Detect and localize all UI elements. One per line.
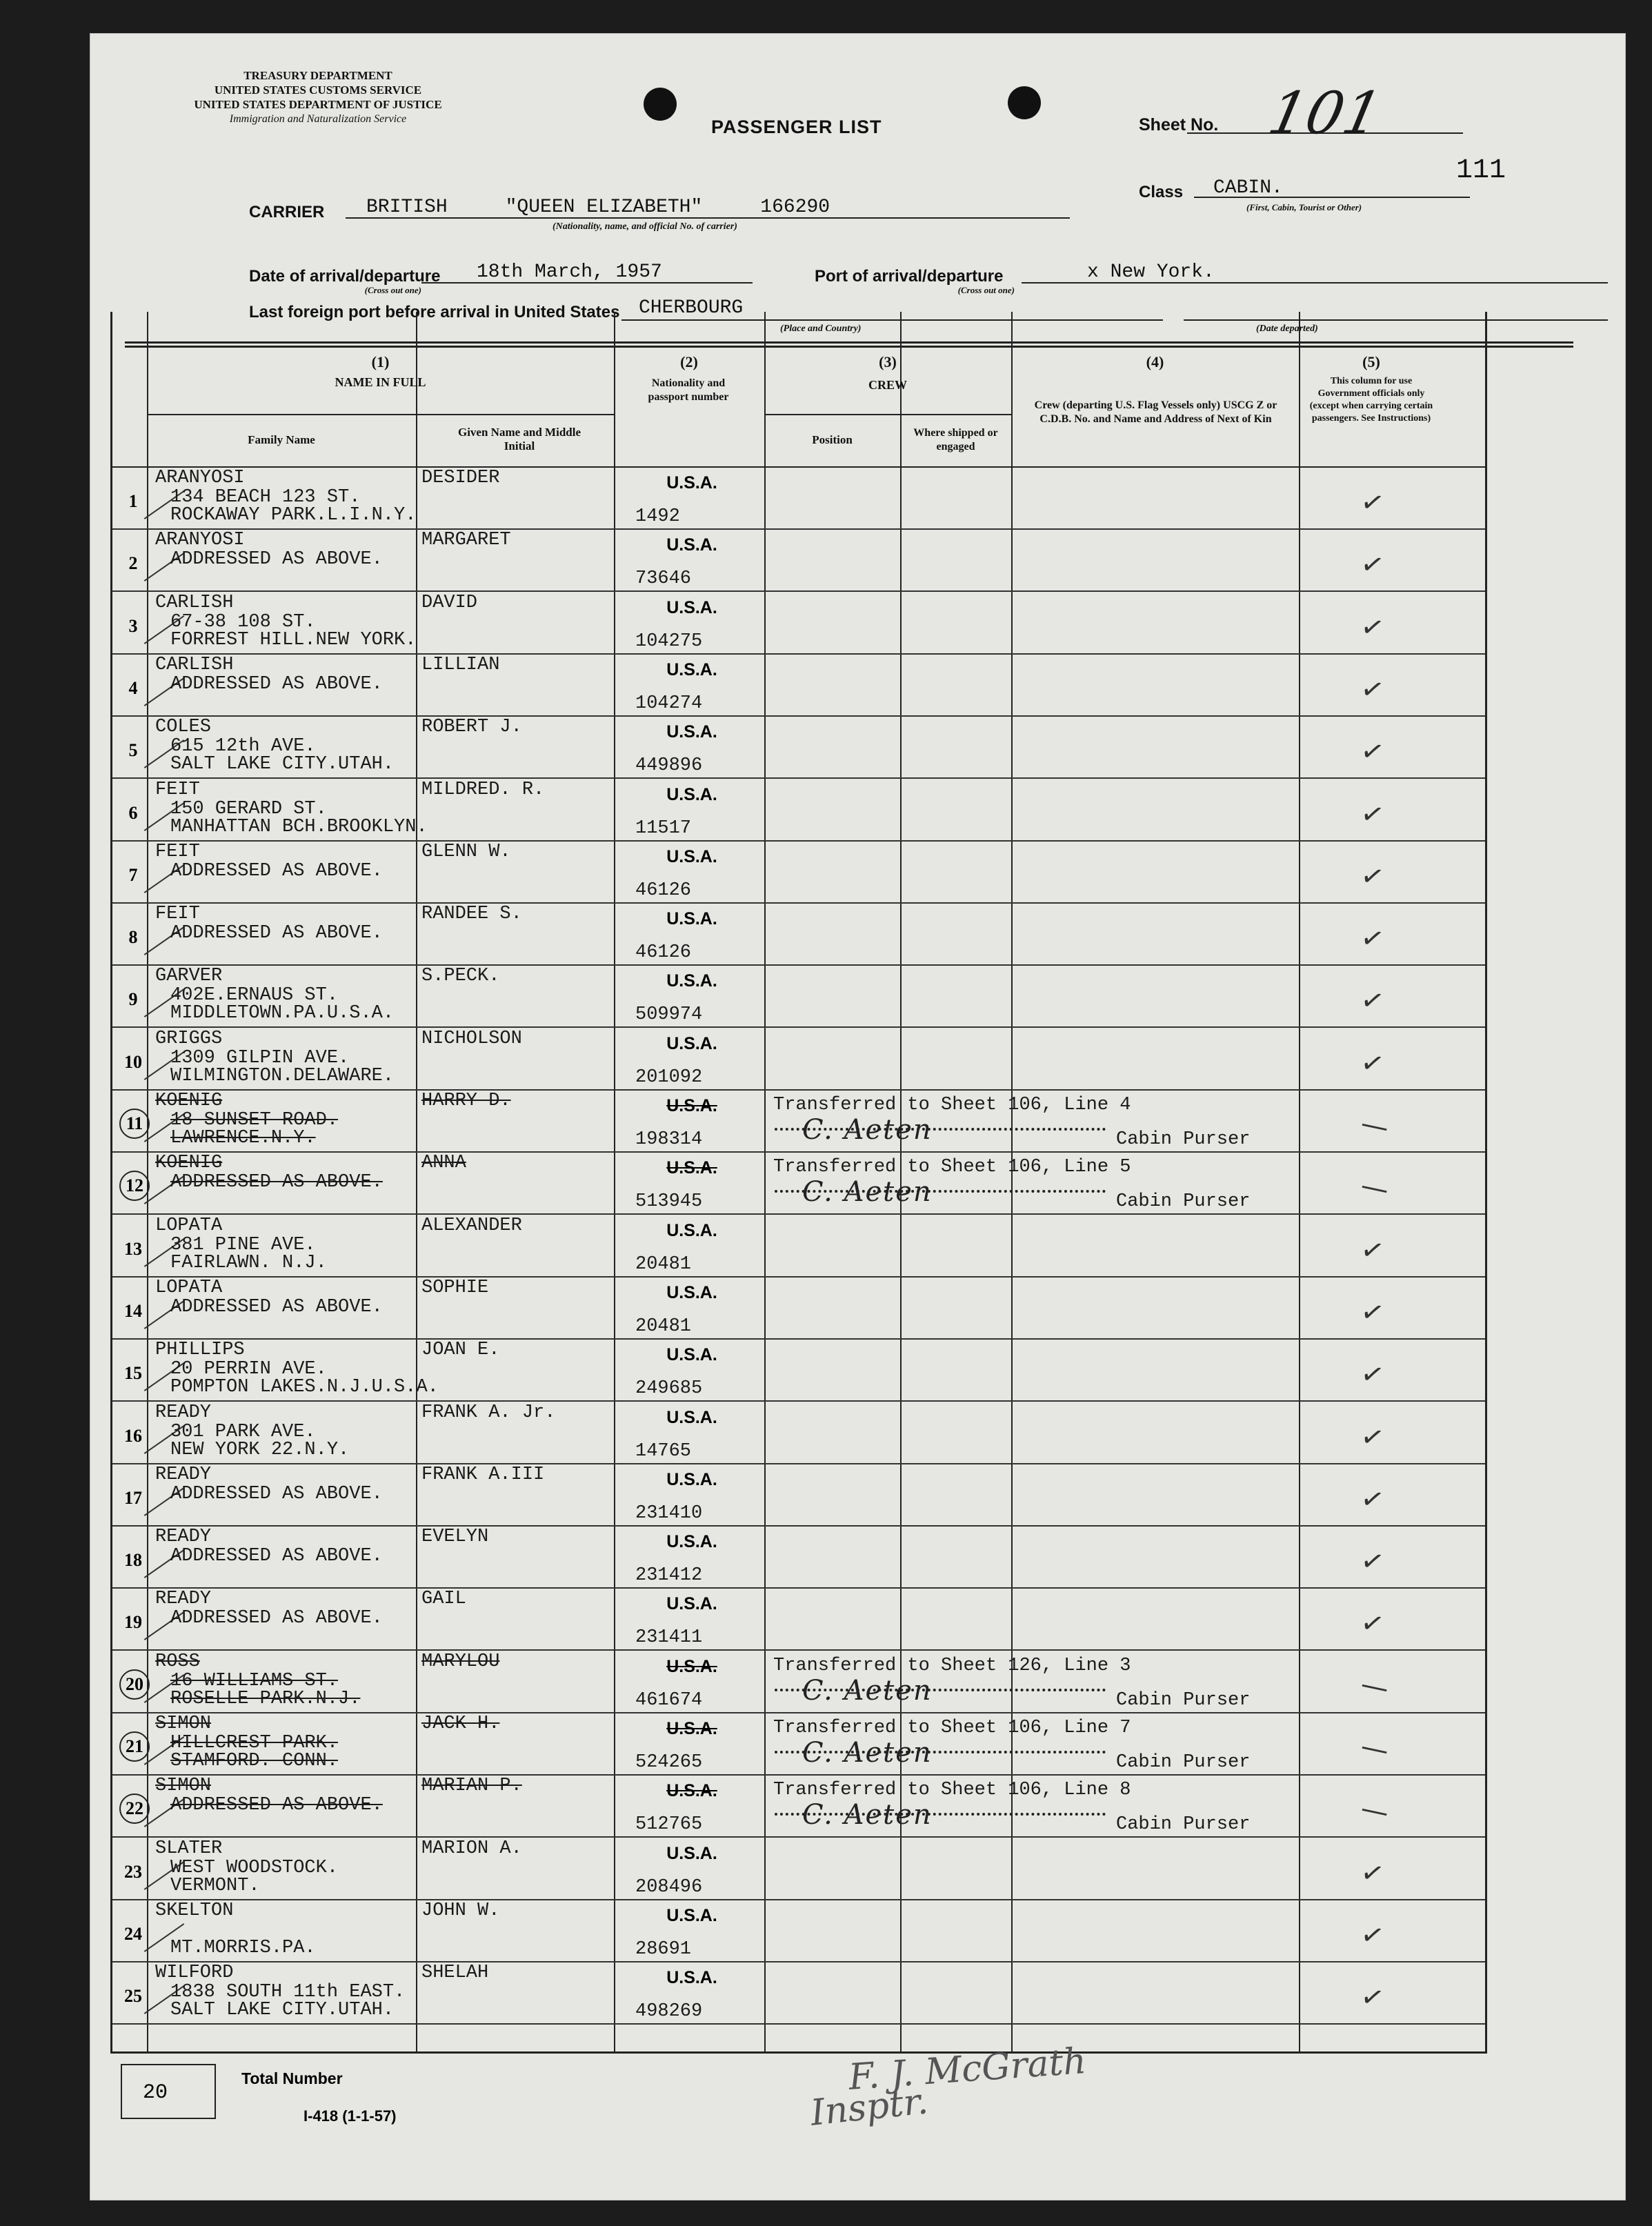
address-line-1: 615 12th AVE.: [170, 736, 316, 757]
checkmark-icon: ✓: [1357, 734, 1387, 771]
family-name: KOENIG: [155, 1153, 223, 1174]
given-name: DESIDER: [421, 468, 500, 488]
passport-number: 449896: [635, 755, 703, 777]
line-number: 23: [124, 1861, 142, 1882]
address-line-1: ADDRESSED AS ABOVE.: [170, 1546, 383, 1567]
passport-number: 512765: [635, 1814, 703, 1836]
nationality: U.S.A.: [666, 846, 717, 866]
table-row: [112, 778, 1485, 842]
nationality: U.S.A.: [666, 1407, 717, 1427]
crew-header: CREW: [868, 378, 907, 392]
given-name: MARIAN P.: [421, 1776, 522, 1797]
transfer-note: Transferred to Sheet 106, Line 8: [773, 1780, 1131, 1801]
given-name: MARION A.: [421, 1838, 522, 1859]
struck-mark-icon: —: [1357, 1169, 1392, 1206]
carrier-value: BRITISH "QUEEN ELIZABETH" 166290: [366, 197, 830, 218]
table-row: [112, 1463, 1485, 1527]
checkmark-icon: ✓: [1357, 547, 1387, 584]
sheet-label: Sheet No.: [1139, 115, 1219, 135]
line-number: 4: [128, 677, 138, 698]
address-line-1: 381 PINE AVE.: [170, 1234, 316, 1255]
nationality: U.S.A.: [666, 1158, 717, 1178]
address-line-2: STAMFORD. CONN.: [170, 1751, 339, 1771]
nationality: U.S.A.: [666, 1719, 717, 1738]
passport-number: 1492: [635, 506, 680, 527]
checkmark-icon: ✓: [1357, 609, 1387, 646]
given-name: GLENN W.: [421, 841, 511, 862]
nationality-header: Nationality and passport number: [648, 377, 729, 403]
family-name: ROSS: [155, 1651, 200, 1672]
table-row: [112, 466, 1485, 530]
given-name: S.PECK.: [421, 966, 500, 987]
given-name: MARYLOU: [421, 1651, 500, 1672]
address-line-1: 67-38 108 ST.: [170, 611, 316, 633]
class-note: (First, Cabin, Tourist or Other): [1246, 202, 1362, 212]
checkmark-icon: ✓: [1357, 1544, 1387, 1580]
address-line-1: ADDRESSED AS ABOVE.: [170, 860, 383, 882]
line-number: 19: [124, 1612, 142, 1633]
crew-us-header: Crew (departing U.S. Flag Vessels only) USCG Z or C.D.B. No. and Name and Address of Next of Kin: [1034, 399, 1277, 425]
nationality: U.S.A.: [666, 971, 717, 991]
port-value: x New York.: [1087, 261, 1215, 283]
table-row: [112, 1401, 1485, 1464]
col-4-number: (4): [1146, 353, 1164, 370]
header-divider: [147, 414, 614, 415]
nationality: U.S.A.: [666, 1968, 717, 1988]
line-number: 8: [128, 927, 138, 948]
line-number: 3: [128, 615, 138, 636]
date-departed-note: (Date departed): [1256, 324, 1318, 334]
checkmark-icon: ✓: [1357, 1357, 1387, 1393]
nationality: U.S.A.: [666, 784, 717, 804]
line-number: 22: [119, 1793, 150, 1824]
nationality: U.S.A.: [666, 535, 717, 555]
address-line-1: 1838 SOUTH 11th EAST.: [170, 1982, 406, 2003]
family-name: FEIT: [155, 904, 200, 925]
address-line-1: ADDRESSED AS ABOVE.: [170, 1172, 383, 1193]
given-name: ALEXANDER: [421, 1215, 522, 1236]
table-row: [112, 840, 1485, 904]
punch-hole: [644, 88, 677, 121]
address-line-1: 16 WILLIAMS ST.: [170, 1670, 339, 1691]
address-line-2: MT.MORRIS.PA.: [170, 1937, 316, 1958]
agency-line: UNITED STATES CUSTOMS SERVICE: [214, 83, 422, 97]
table-row: [112, 1027, 1485, 1091]
address-line-1: ADDRESSED AS ABOVE.: [170, 1608, 383, 1629]
table-row: [112, 1276, 1485, 1340]
table-row: [112, 653, 1485, 717]
agency-line: TREASURY DEPARTMENT: [243, 69, 392, 82]
passport-number: 198314: [635, 1129, 703, 1150]
checkmark-icon: ✓: [1357, 1606, 1387, 1642]
officer-signature-line2: Insptr.: [808, 2080, 931, 2134]
checkmark-icon: ✓: [1357, 1232, 1387, 1269]
purser-title: Cabin Purser: [1116, 1129, 1251, 1150]
class-line: [1194, 197, 1470, 198]
passport-number: 509974: [635, 1004, 703, 1026]
given-name: FRANK A. Jr.: [421, 1402, 556, 1423]
passport-number: 498269: [635, 2001, 703, 2023]
col-2-number: (2): [680, 353, 698, 370]
family-name: KOENIG: [155, 1091, 223, 1111]
given-name: MILDRED. R.: [421, 779, 545, 800]
nationality: U.S.A.: [666, 909, 717, 929]
officer-signature: F. J. McGrath: [847, 2040, 1088, 2098]
passport-number: 11517: [635, 817, 692, 839]
carrier-label: CARRIER: [249, 203, 325, 221]
family-name: READY: [155, 1402, 212, 1423]
line-number: 20: [119, 1669, 150, 1700]
checkmark-icon: ✓: [1357, 1855, 1387, 1891]
address-line-2: MANHATTAN BCH.BROOKLYN.: [170, 816, 428, 837]
address-line-1: 1309 GILPIN AVE.: [170, 1047, 350, 1069]
nationality: U.S.A.: [666, 1905, 717, 1925]
table-row: [112, 1961, 1485, 2025]
family-name: SLATER: [155, 1838, 223, 1859]
port-label: Port of arrival/departure: [815, 267, 1004, 286]
gov-col-header: This column for use Government officials only (except when carrying certain passengers. See Instructions): [1309, 376, 1433, 424]
checkmark-icon: ✓: [1357, 796, 1387, 833]
nationality: U.S.A.: [666, 1843, 717, 1863]
table-row: [112, 1338, 1485, 1402]
nationality: U.S.A.: [666, 722, 717, 742]
transfer-note: Transferred to Sheet 106, Line 5: [773, 1157, 1131, 1178]
line-number: 13: [124, 1238, 142, 1259]
passport-number: 46126: [635, 880, 692, 901]
given-name: JOAN E.: [421, 1340, 500, 1361]
given-name: NICHOLSON: [421, 1028, 522, 1049]
address-line-1: 150 GERARD ST.: [170, 798, 327, 819]
name-in-full-header: NAME IN FULL: [335, 375, 426, 389]
checkmark-icon: ✓: [1357, 1917, 1387, 1954]
class-value: CABIN.: [1213, 177, 1283, 199]
given-name: EVELYN: [421, 1527, 489, 1548]
line-number: 17: [124, 1487, 142, 1508]
line-number: 16: [124, 1425, 142, 1446]
last-port-label: Last foreign port before arrival in United States: [249, 303, 620, 321]
address-line-1: 301 PARK AVE.: [170, 1421, 316, 1442]
given-name: FRANK A.III: [421, 1464, 545, 1485]
checkmark-icon: ✓: [1357, 921, 1387, 957]
table-row: [112, 1712, 1485, 1776]
address-line-2: VERMONT.: [170, 1875, 260, 1896]
table-row: [112, 528, 1485, 592]
table-row: [112, 1151, 1485, 1215]
nationality: U.S.A.: [666, 1096, 717, 1115]
passport-number: 28691: [635, 1938, 692, 1960]
table-row: [112, 1089, 1485, 1153]
purser-signature: C. Aeten: [802, 1674, 933, 1707]
address-line-2: FORREST HILL.NEW YORK.: [170, 629, 417, 650]
nationality: U.S.A.: [666, 1532, 717, 1552]
passport-number: 513945: [635, 1191, 703, 1213]
nationality: U.S.A.: [666, 1656, 717, 1676]
nationality: U.S.A.: [666, 1781, 717, 1801]
purser-signature: C. Aeten: [802, 1114, 933, 1146]
family-name: PHILLIPS: [155, 1340, 245, 1361]
checkmark-icon: ✓: [1357, 1980, 1387, 2016]
address-line-2: ROSELLE PARK.N.J.: [170, 1688, 361, 1709]
family-name: ARANYOSI: [155, 530, 245, 551]
family-name: WILFORD: [155, 1962, 234, 1984]
where-shipped-header: Where shipped or engaged: [913, 427, 998, 453]
passport-number: 231411: [635, 1627, 703, 1649]
table-row: [112, 1899, 1485, 1962]
family-name: FEIT: [155, 779, 200, 800]
passport-number: 231410: [635, 1502, 703, 1524]
page-title: PASSENGER LIST: [711, 117, 882, 137]
passport-number: 73646: [635, 568, 692, 590]
struck-mark-icon: —: [1357, 1107, 1392, 1144]
place-note: (Place and Country): [780, 324, 862, 334]
family-name: LOPATA: [155, 1277, 223, 1298]
date-label: Date of arrival/departure: [249, 267, 441, 286]
given-name: JOHN W.: [421, 1900, 500, 1921]
line-number: 15: [124, 1363, 142, 1384]
family-name: ARANYOSI: [155, 468, 245, 488]
port-line: [1022, 282, 1608, 284]
line-number: 5: [128, 740, 138, 761]
address-line-1: ADDRESSED AS ABOVE.: [170, 1296, 383, 1318]
address-line-2: SALT LAKE CITY.UTAH.: [170, 2000, 395, 2021]
agency-line: UNITED STATES DEPARTMENT OF JUSTICE: [194, 98, 442, 111]
passport-number: 20481: [635, 1253, 692, 1275]
family-name: READY: [155, 1589, 212, 1610]
line-number: 12: [119, 1171, 150, 1201]
table-row: [112, 1214, 1485, 1278]
given-name: ROBERT J.: [421, 717, 522, 738]
nationality: U.S.A.: [666, 1594, 717, 1614]
checkmark-icon: ✓: [1357, 1419, 1387, 1455]
nationality: U.S.A.: [666, 1282, 717, 1302]
checkmark-icon: ✓: [1357, 1294, 1387, 1331]
family-name: SKELTON: [155, 1900, 234, 1921]
line-number: 10: [124, 1051, 142, 1072]
address-line-1: ADDRESSED AS ABOVE.: [170, 673, 383, 695]
family-name-header: Family Name: [248, 433, 315, 446]
form-number: I-418 (1-1-57): [303, 2107, 397, 2125]
date-cross-note: (Cross out one): [364, 285, 421, 295]
purser-signature: C. Aeten: [802, 1737, 933, 1769]
passport-number: 46126: [635, 942, 692, 964]
carrier-note: (Nationality, name, and official No. of carrier): [553, 221, 737, 232]
family-name: GARVER: [155, 966, 223, 987]
address-line-2: MIDDLETOWN.PA.U.S.A.: [170, 1003, 395, 1024]
given-name: DAVID: [421, 592, 478, 613]
purser-signature: C. Aeten: [802, 1176, 933, 1209]
family-name: LOPATA: [155, 1215, 223, 1236]
address-line-1: 134 BEACH 123 ST.: [170, 487, 361, 508]
line-number: 6: [128, 802, 138, 823]
agency-block: [146, 68, 490, 126]
given-name: SOPHIE: [421, 1277, 489, 1298]
class-label: Class: [1139, 183, 1184, 201]
line-number: 1: [128, 491, 138, 511]
line-number: 9: [128, 989, 138, 1010]
family-name: READY: [155, 1464, 212, 1485]
given-name: GAIL: [421, 1589, 466, 1610]
passport-number: 104275: [635, 630, 703, 652]
line-number: 11: [119, 1109, 150, 1139]
given-name: ANNA: [421, 1153, 466, 1174]
struck-mark-icon: —: [1357, 1730, 1392, 1767]
family-name: FEIT: [155, 841, 200, 862]
given-name: SHELAH: [421, 1962, 489, 1984]
col-5-number: (5): [1362, 353, 1380, 370]
transfer-note: Transferred to Sheet 106, Line 4: [773, 1095, 1131, 1115]
address-line-1: ADDRESSED AS ABOVE.: [170, 1795, 383, 1816]
nationality: U.S.A.: [666, 659, 717, 679]
address-line-2: LAWRENCE.N.Y.: [170, 1128, 316, 1149]
col-3-number: (3): [879, 353, 897, 370]
nationality: U.S.A.: [666, 1220, 717, 1240]
nationality: U.S.A.: [666, 1033, 717, 1053]
table-row: [112, 1837, 1485, 1900]
port-cross-note: (Cross out one): [957, 285, 1015, 295]
purser-title: Cabin Purser: [1116, 1191, 1251, 1213]
address-line-2: NEW YORK 22.N.Y.: [170, 1439, 350, 1460]
family-name: SIMON: [155, 1776, 212, 1797]
passport-number: 201092: [635, 1066, 703, 1088]
col-1-number: (1): [371, 353, 390, 370]
purser-signature: C. Aeten: [802, 1799, 933, 1831]
checkmark-icon: ✓: [1357, 1045, 1387, 1082]
table-row: [112, 964, 1485, 1028]
address-line-1: 402E.ERNAUS ST.: [170, 985, 339, 1006]
struck-mark-icon: —: [1357, 1792, 1392, 1829]
given-name: JACK H.: [421, 1713, 500, 1734]
sheet-number-handwritten: 101: [1262, 79, 1388, 147]
sheet-number-typed: 111: [1456, 155, 1506, 186]
family-name: CARLISH: [155, 592, 234, 613]
given-name: RANDEE S.: [421, 904, 522, 925]
line-number: 25: [124, 1986, 142, 2007]
passport-number: 231412: [635, 1565, 703, 1587]
nationality: U.S.A.: [666, 1345, 717, 1365]
address-line-2: POMPTON LAKES.N.J.U.S.A.: [170, 1377, 439, 1398]
nationality: U.S.A.: [666, 1469, 717, 1489]
given-name: MARGARET: [421, 530, 511, 551]
position-header: Position: [812, 433, 853, 446]
line-number: 18: [124, 1550, 142, 1571]
line-number: 14: [124, 1300, 142, 1321]
line-number: 2: [128, 553, 138, 574]
address-line-1: WEST WOODSTOCK.: [170, 1857, 339, 1878]
line-number: 7: [128, 864, 138, 885]
line-number: 21: [119, 1731, 150, 1762]
line-number: 24: [124, 1923, 142, 1944]
family-name: SIMON: [155, 1713, 212, 1734]
nationality: U.S.A.: [666, 473, 717, 493]
passenger-table: [110, 312, 1487, 2054]
address-line-1: 18 SUNSET ROAD.: [170, 1110, 339, 1131]
family-name: GRIGGS: [155, 1028, 223, 1049]
transfer-note: Transferred to Sheet 126, Line 3: [773, 1655, 1131, 1676]
purser-title: Cabin Purser: [1116, 1752, 1251, 1773]
address-line-2: SALT LAKE CITY.UTAH.: [170, 754, 395, 775]
address-line-2: ROCKAWAY PARK.L.I.N.Y.: [170, 505, 417, 526]
nationality: U.S.A.: [666, 597, 717, 617]
punch-hole: [1008, 86, 1041, 119]
carrier-line: [346, 217, 1070, 219]
checkmark-icon: ✓: [1357, 485, 1387, 521]
address-line-1: HILLCREST PARK.: [170, 1733, 339, 1753]
last-port-value: CHERBOURG: [639, 297, 744, 319]
table-row: [112, 1650, 1485, 1713]
agency-line: Immigration and Naturalization Service: [229, 113, 407, 125]
checkmark-icon: ✓: [1357, 1481, 1387, 1518]
checkmark-icon: ✓: [1357, 983, 1387, 1020]
purser-title: Cabin Purser: [1116, 1814, 1251, 1836]
struck-mark-icon: —: [1357, 1668, 1392, 1705]
table-row: [112, 1587, 1485, 1651]
checkmark-icon: ✓: [1357, 858, 1387, 895]
family-name: CARLISH: [155, 654, 234, 675]
total-value: 20: [121, 2064, 216, 2119]
header-divider: [764, 414, 1011, 415]
passport-number: 104274: [635, 693, 703, 714]
passport-number: 461674: [635, 1689, 703, 1711]
date-line: [421, 282, 753, 284]
given-name-header: Given Name and Middle Initial: [457, 426, 581, 453]
checkmark-icon: ✓: [1357, 671, 1387, 708]
passport-number: 249685: [635, 1378, 703, 1400]
table-row: [112, 1774, 1485, 1838]
family-name: READY: [155, 1527, 212, 1548]
address-line-1: ADDRESSED AS ABOVE.: [170, 1483, 383, 1504]
given-name: LILLIAN: [421, 654, 500, 675]
address-line-1: ADDRESSED AS ABOVE.: [170, 549, 383, 570]
table-row: [112, 902, 1485, 966]
passport-number: 208496: [635, 1876, 703, 1898]
purser-title: Cabin Purser: [1116, 1689, 1251, 1711]
table-row: [112, 591, 1485, 655]
passport-number: 524265: [635, 1752, 703, 1773]
given-name: HARRY D.: [421, 1091, 511, 1111]
family-name: COLES: [155, 717, 212, 738]
table-row: [112, 1525, 1485, 1589]
address-line-1: ADDRESSED AS ABOVE.: [170, 923, 383, 944]
passport-number: 14765: [635, 1440, 692, 1462]
total-label: Total Number: [241, 2069, 343, 2087]
date-value: 18th March, 1957: [477, 261, 662, 283]
table-row: [112, 715, 1485, 779]
transfer-note: Transferred to Sheet 106, Line 7: [773, 1718, 1131, 1738]
address-line-1: 20 PERRIN AVE.: [170, 1359, 327, 1380]
address-line-2: FAIRLAWN. N.J.: [170, 1252, 327, 1273]
passport-number: 20481: [635, 1315, 692, 1337]
address-line-2: WILMINGTON.DELAWARE.: [170, 1065, 395, 1086]
